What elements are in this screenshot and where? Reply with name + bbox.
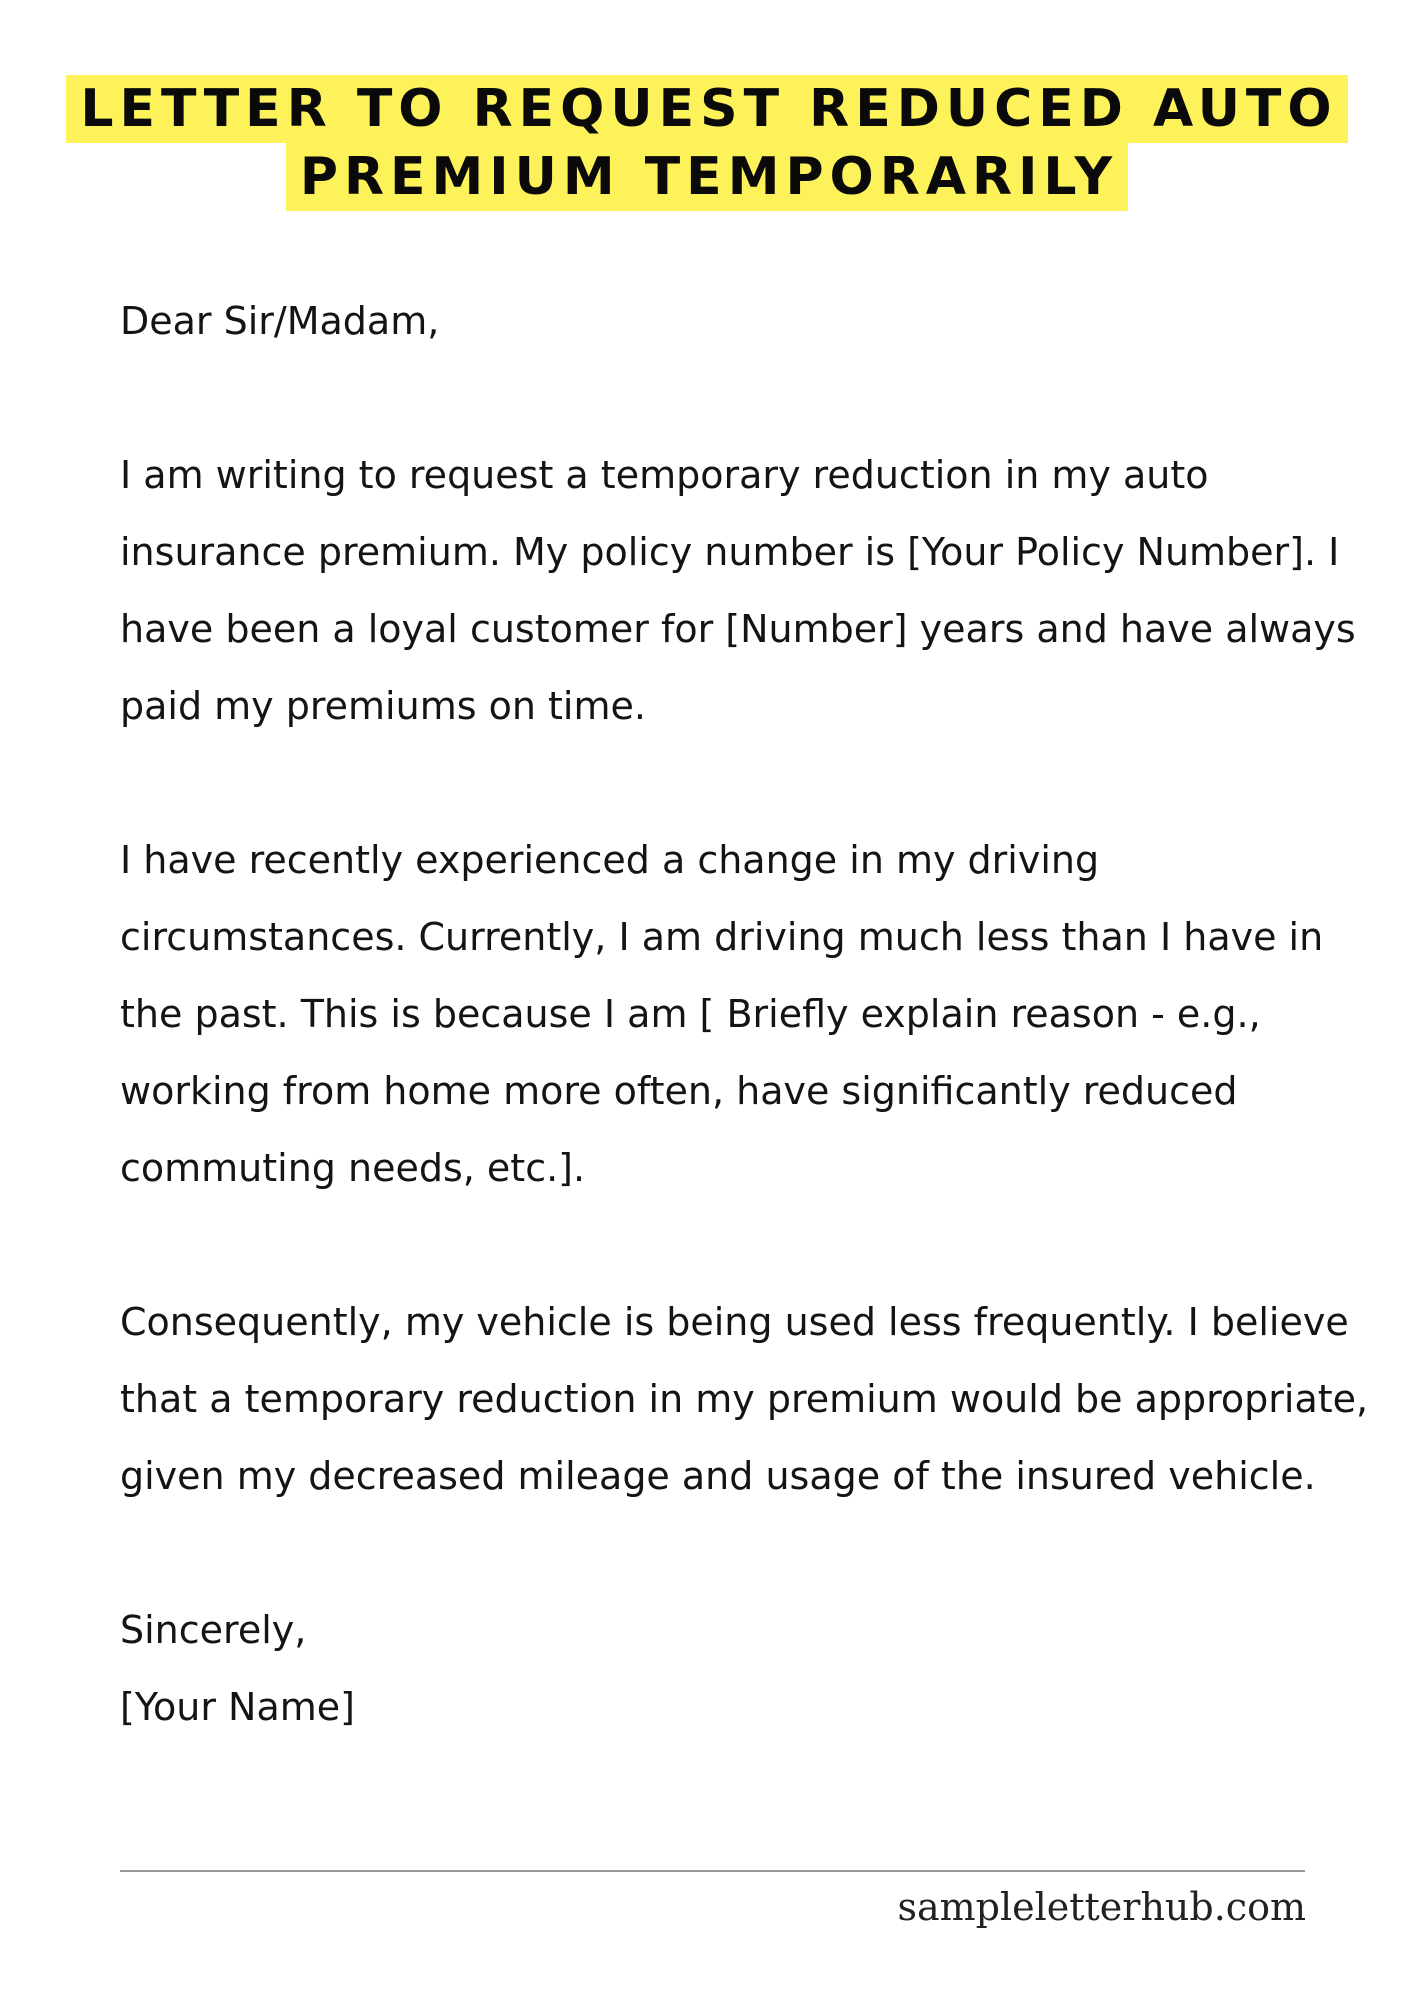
salutation: Dear Sir/Madam,	[120, 299, 440, 343]
title-line-1: LETTER TO REQUEST REDUCED AUTO	[66, 75, 1347, 143]
title-line-2: PREMIUM TEMPORARILY	[286, 143, 1128, 211]
footer-site-name: sampleletterhub.com	[897, 1885, 1306, 1929]
letter-body	[120, 283, 1370, 1746]
footer-divider	[120, 1870, 1305, 1872]
paragraph-1: I am writing to request a temporary reduction in my auto insurance premium. My policy number is [Your Policy Number]. I have been a loyal customer for [Number] years and have always paid my premiums on time.	[120, 453, 1356, 728]
signature: [Your Name]	[120, 1685, 355, 1729]
closing: Sincerely,	[120, 1608, 307, 1652]
page-title	[0, 75, 1414, 211]
paragraph-2: I have recently experienced a change in my driving circumstances. Currently, I am driving much less than I have in the past. This is because I am [ Briefly explain reason - e.g., working from home more often, have significantly reduced commuting needs, etc.].	[120, 838, 1324, 1190]
paragraph-3: Consequently, my vehicle is being used less frequently. I believe that a temporary reduction in my premium would be appropriate, given my decreased mileage and usage of the insured vehicle.	[120, 1300, 1369, 1498]
